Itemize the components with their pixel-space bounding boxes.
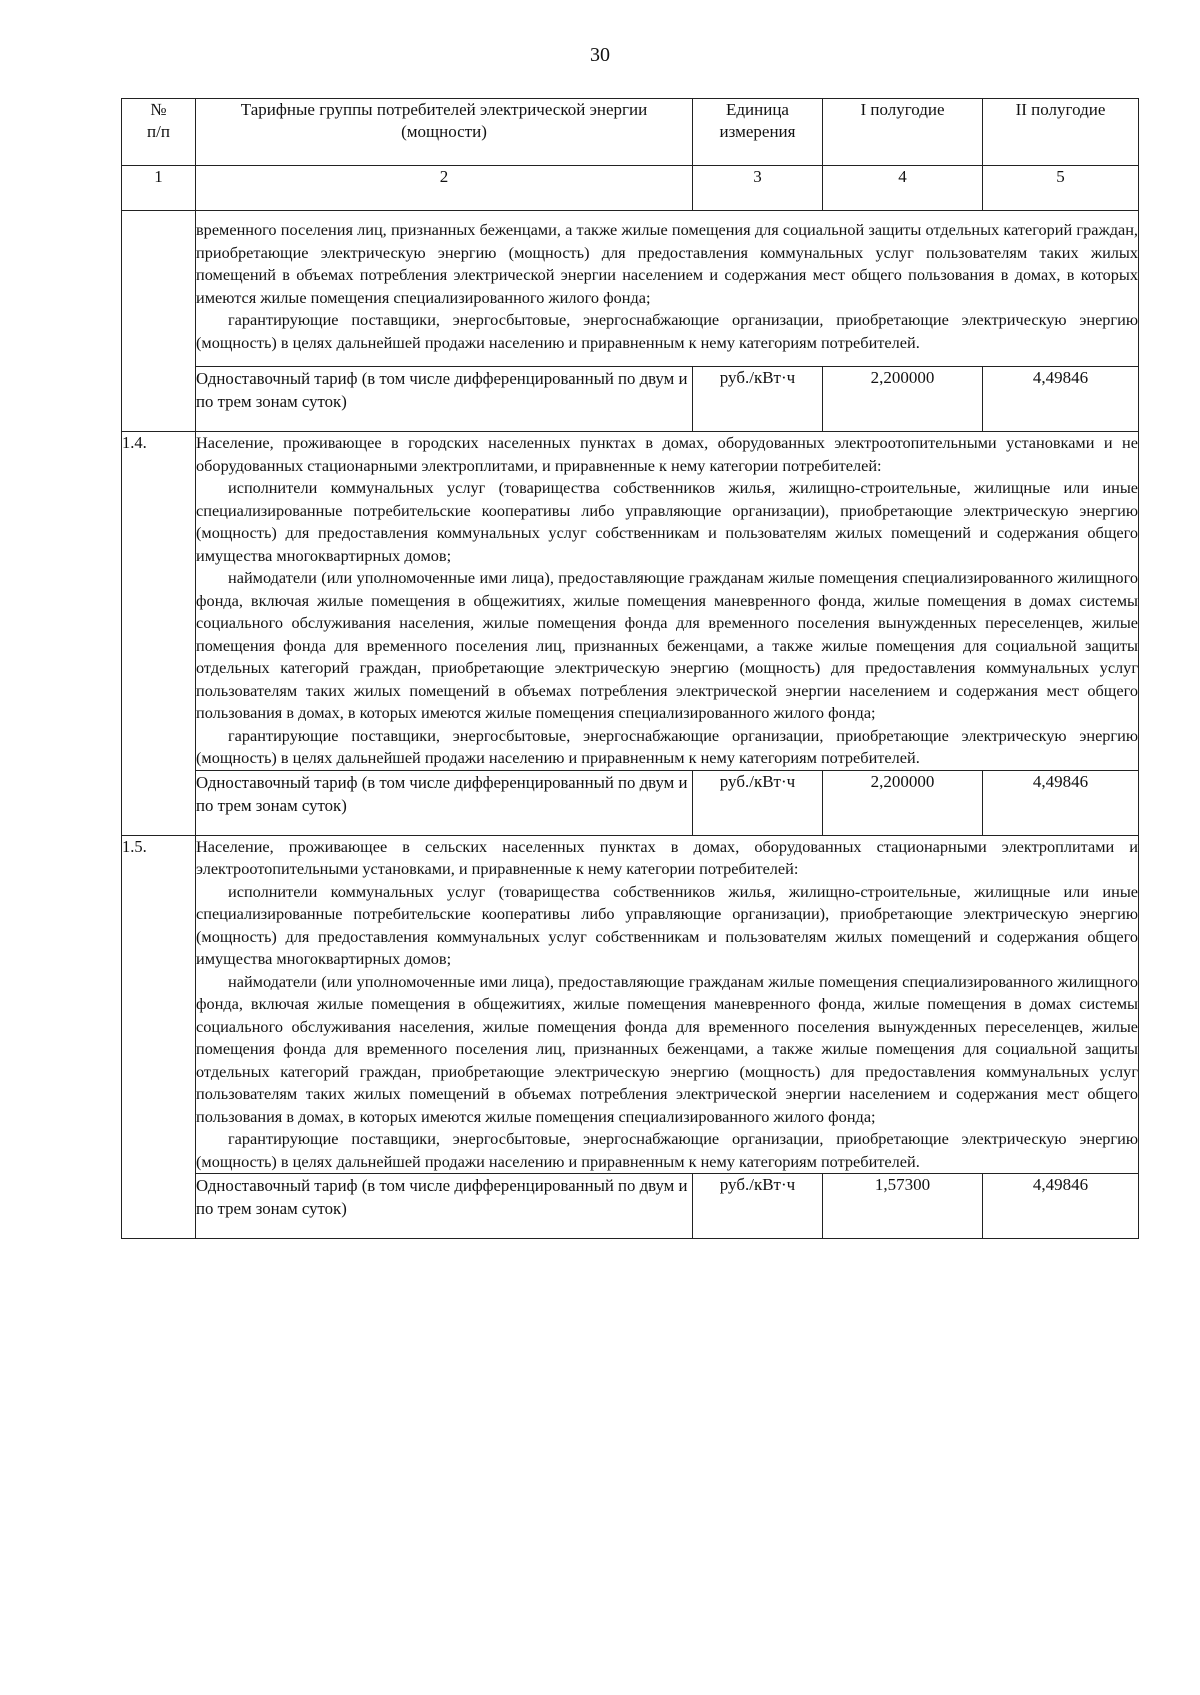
rate-half-1: 2,200000 — [823, 367, 983, 432]
description-paragraph: исполнители коммунальных услуг (товарищества собственников жилья, жилищно-строительные, жилищные или иные специализированные потребительские кооперативы либо управляющие организации), приобретающие электрическую энергию (мощность) для предоставления коммунальных услуг собственникам и пользователям жилых помещений и содержания общего имущества многоквартирных домов; — [196, 881, 1138, 968]
tariff-rate-row — [122, 770, 1139, 835]
rate-half-2: 4,49846 — [983, 1174, 1139, 1239]
description-paragraph: временного поселения лиц, признанных беженцами, а также жилые помещения для социальной защиты отдельных категорий граждан, приобретающие электрическую энергию (мощность) для предоставления коммунальных услуг пользователям таких жилых помещений в объемах потребления электрической энергии населением и содержания мест общего пользования в домах, в которых имеются жилые помещения специализированного жилого фонда; — [196, 220, 1138, 307]
description-paragraph: Население, проживающее в сельских населенных пунктах в домах, оборудованных стационарными электроплитами и электроотопительными установками, и приравненные к нему категории потребителей: — [196, 836, 1138, 878]
rate-label: Одноставочный тариф (в том числе дифференцированный по двум и по трем зонам суток) — [196, 367, 693, 432]
column-index-row — [122, 166, 1139, 211]
continuation-description-row — [122, 211, 1139, 367]
table-header-row — [122, 99, 1139, 166]
tariff-rate-row — [122, 367, 1139, 432]
description-paragraph: Население, проживающее в городских населенных пунктах в домах, оборудованных электроотопительными установками и не оборудованных стационарными электроплитами, и приравненные к нему категории потребителей: — [196, 433, 1138, 475]
row-number: 1.5. — [122, 835, 196, 1239]
continuation-description — [196, 211, 1139, 367]
column-index: 4 — [823, 166, 983, 211]
header-half-2: II полугодие — [983, 99, 1139, 166]
rate-unit: руб./кВт·ч — [693, 770, 823, 835]
row-number — [122, 211, 196, 432]
row-number: 1.4. — [122, 432, 196, 836]
description-paragraph: гарантирующие поставщики, энергосбытовые, энергоснабжающие организации, приобретающие электрическую энергию (мощность) в целях дальнейшей продажи населению и приравненным к нему категориям потребителей. — [196, 310, 1138, 352]
description-paragraph: наймодатели (или уполномоченные ими лица), предоставляющие гражданам жилые помещения специализированного жилищного фонда, включая жилые помещения в общежитиях, жилые помещения маневренного фонда, жилые помещения в домах системы социального обслуживания населения, жилые помещения фонда для временного поселения вынужденных переселенцев, жилые помещения фонда для временного поселения лиц, признанных беженцами, а также жилые помещения для социальной защиты отдельных категорий граждан, приобретающие электрическую энергию (мощность) для предоставления коммунальных услуг пользователям таких жилых помещений в объемах потребления электрической энергии населением и содержания мест общего пользования в домах, в которых имеются жилые помещения специализированного жилого фонда; — [196, 971, 1138, 1126]
rate-unit: руб./кВт·ч — [693, 367, 823, 432]
description-paragraph: гарантирующие поставщики, энергосбытовые, энергоснабжающие организации, приобретающие электрическую энергию (мощность) в целях дальнейшей продажи населению и приравненным к нему категориям потребителей. — [196, 725, 1138, 767]
column-index: 1 — [122, 166, 196, 211]
column-index: 5 — [983, 166, 1139, 211]
rate-unit: руб./кВт·ч — [693, 1174, 823, 1239]
column-index: 2 — [196, 166, 693, 211]
tariff-table — [121, 98, 1139, 1239]
section-1-4-description-row — [122, 432, 1139, 771]
rate-label: Одноставочный тариф (в том числе дифференцированный по двум и по трем зонам суток) — [196, 770, 693, 835]
header-number: № п/п — [122, 99, 196, 166]
section-1-5-description-row — [122, 835, 1139, 1174]
column-index: 3 — [693, 166, 823, 211]
section-1-5-description — [196, 835, 1139, 1174]
rate-half-2: 4,49846 — [983, 367, 1139, 432]
header-half-1: I полугодие — [823, 99, 983, 166]
header-tariff-groups: Тарифные группы потребителей электрической энергии (мощности) — [196, 99, 693, 166]
rate-half-2: 4,49846 — [983, 770, 1139, 835]
description-paragraph: исполнители коммунальных услуг (товарищества собственников жилья, жилищно-строительные, жилищные или иные специализированные потребительские кооперативы либо управляющие организации), приобретающие электрическую энергию (мощность) для предоставления коммунальных услуг собственникам и пользователям жилых помещений и содержания общего имущества многоквартирных домов; — [196, 478, 1138, 565]
rate-half-1: 2,200000 — [823, 770, 983, 835]
tariff-rate-row — [122, 1174, 1139, 1239]
section-1-4-description — [196, 432, 1139, 771]
rate-half-1: 1,57300 — [823, 1174, 983, 1239]
header-unit: Единица измерения — [693, 99, 823, 166]
page-number: 30 — [590, 44, 610, 66]
description-paragraph: гарантирующие поставщики, энергосбытовые, энергоснабжающие организации, приобретающие электрическую энергию (мощность) в целях дальнейшей продажи населению и приравненным к нему категориям потребителей. — [196, 1129, 1138, 1171]
rate-label: Одноставочный тариф (в том числе дифференцированный по двум и по трем зонам суток) — [196, 1174, 693, 1239]
description-paragraph: наймодатели (или уполномоченные ими лица), предоставляющие гражданам жилые помещения специализированного жилищного фонда, включая жилые помещения в общежитиях, жилые помещения маневренного фонда, жилые помещения в домах системы социального обслуживания населения, жилые помещения фонда для временного поселения вынужденных переселенцев, жилые помещения фонда для временного поселения лиц, признанных беженцами, а также жилые помещения для социальной защиты отдельных категорий граждан, приобретающие электрическую энергию (мощность) для предоставления коммунальных услуг пользователям таких жилых помещений в объемах потребления электрической энергии населением и содержания мест общего пользования в домах, в которых имеются жилые помещения специализированного жилого фонда; — [196, 568, 1138, 722]
